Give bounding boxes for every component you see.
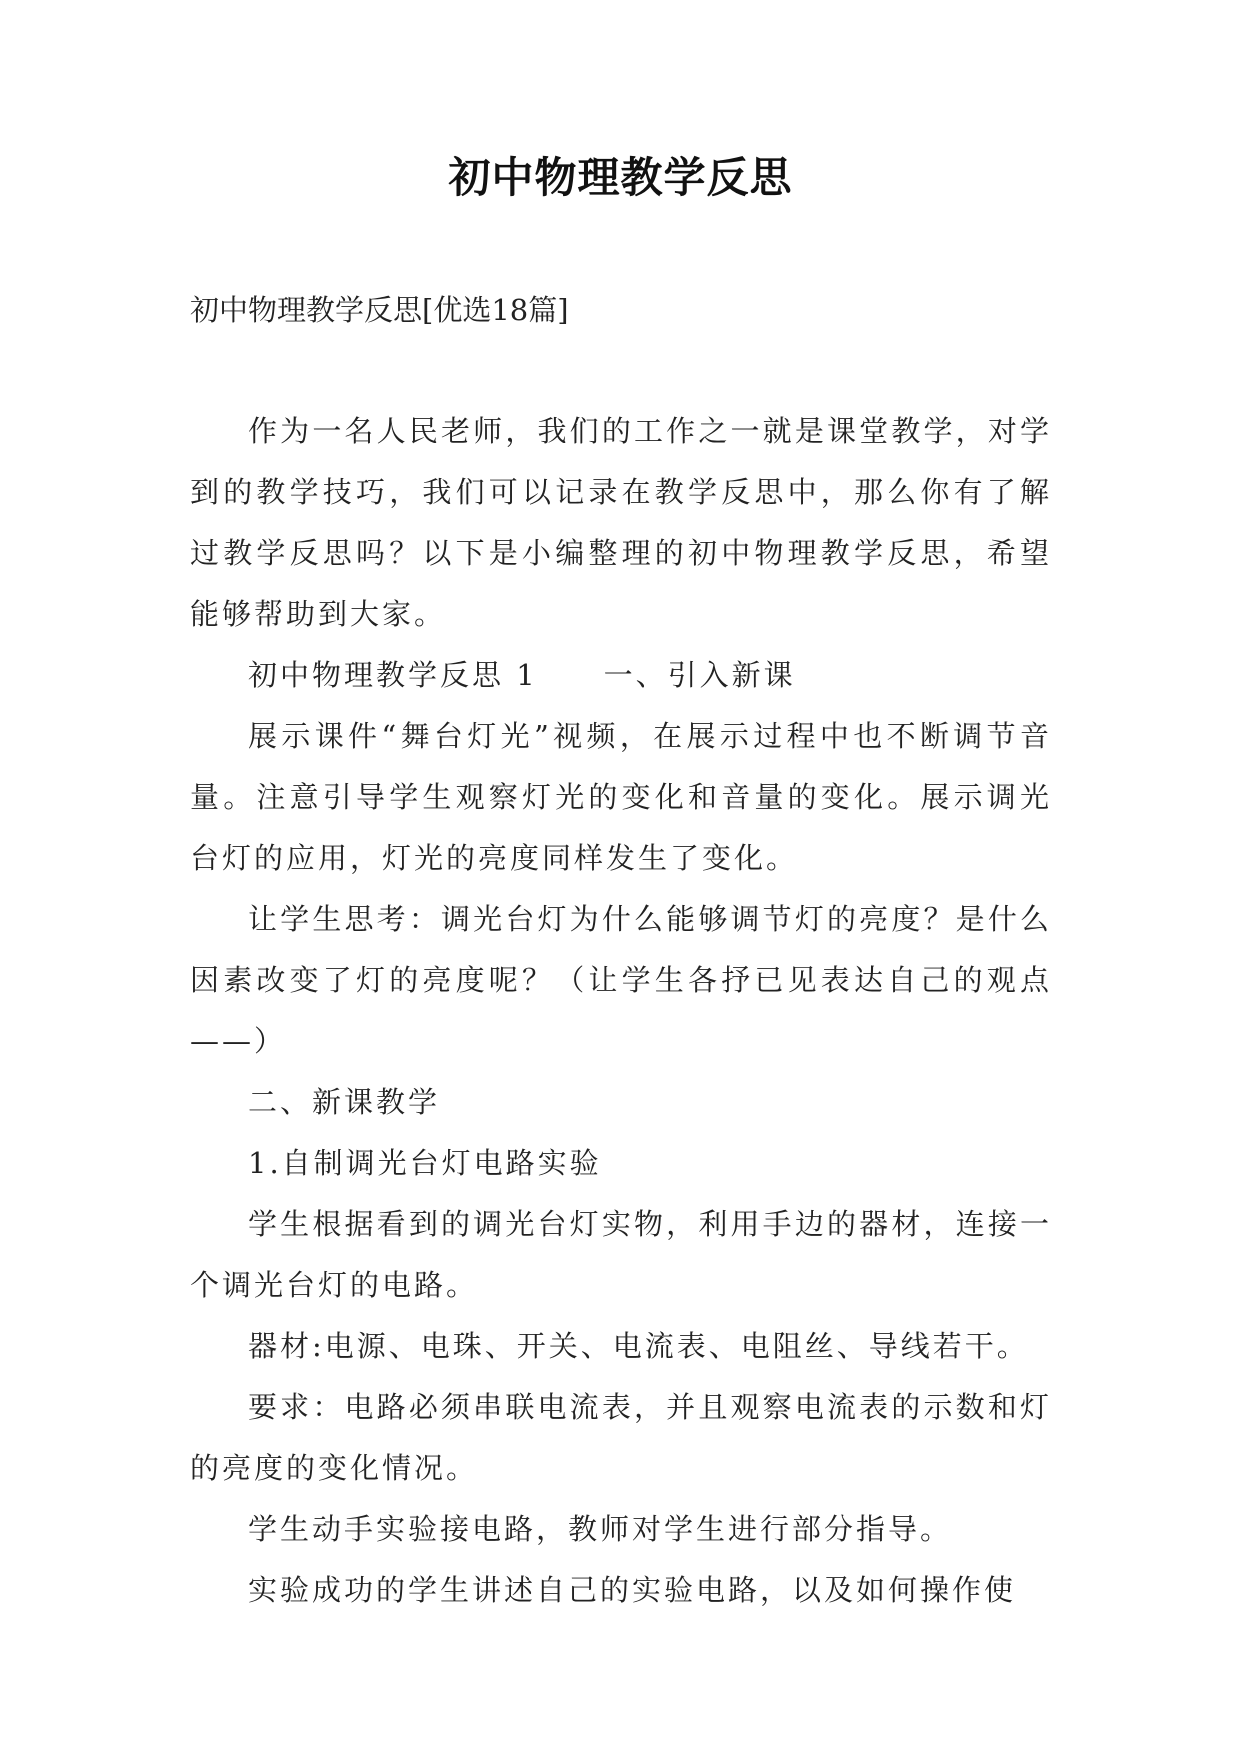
document-body [190, 401, 1052, 1621]
body-paragraph: 要求：电路必须串联电流表，并且观察电流表的示数和灯的亮度的变化情况。 [190, 1390, 1052, 1485]
section-heading: 二、新课教学 [248, 1085, 441, 1119]
numbered-heading: 1.自制调光台灯电路实验 [248, 1146, 602, 1180]
body-paragraph: 让学生思考：调光台灯为什么能够调节灯的亮度？是什么因素改变了灯的亮度呢？（让学生各抒已见表达自己的观点——） [190, 902, 1052, 1058]
body-paragraph: 学生动手实验接电路，教师对学生进行部分指导。 [248, 1512, 953, 1546]
body-paragraph: 实验成功的学生讲述自己的实验电路，以及如何操作使 [248, 1573, 1017, 1607]
section-heading-line [190, 645, 1052, 706]
document-title: 初中物理教学反思 [448, 153, 793, 202]
body-paragraph: 展示课件“舞台灯光”视频，在展示过程中也不断调节音量。注意引导学生观察灯光的变化和音量的变化。展示调光台灯的应用，灯光的亮度同样发生了变化。 [190, 719, 1052, 875]
body-paragraph: 学生根据看到的调光台灯实物，利用手边的器材，连接一个调光台灯的电路。 [190, 1207, 1052, 1302]
body-paragraph: 器材:电源、电珠、开关、电流表、电阻丝、导线若干。 [248, 1329, 1029, 1363]
section-heading-label: 初中物理教学反思 1 [248, 658, 538, 692]
section-subheading: 一、引入新课 [603, 658, 796, 692]
intro-paragraph: 作为一名人民老师，我们的工作之一就是课堂教学，对学到的教学技巧，我们可以记录在教学反思中，那么你有了解过教学反思吗？以下是小编整理的初中物理教学反思，希望能够帮助到大家。 [190, 414, 1052, 631]
document-subtitle: 初中物理教学反思[优选18篇] [190, 293, 569, 327]
